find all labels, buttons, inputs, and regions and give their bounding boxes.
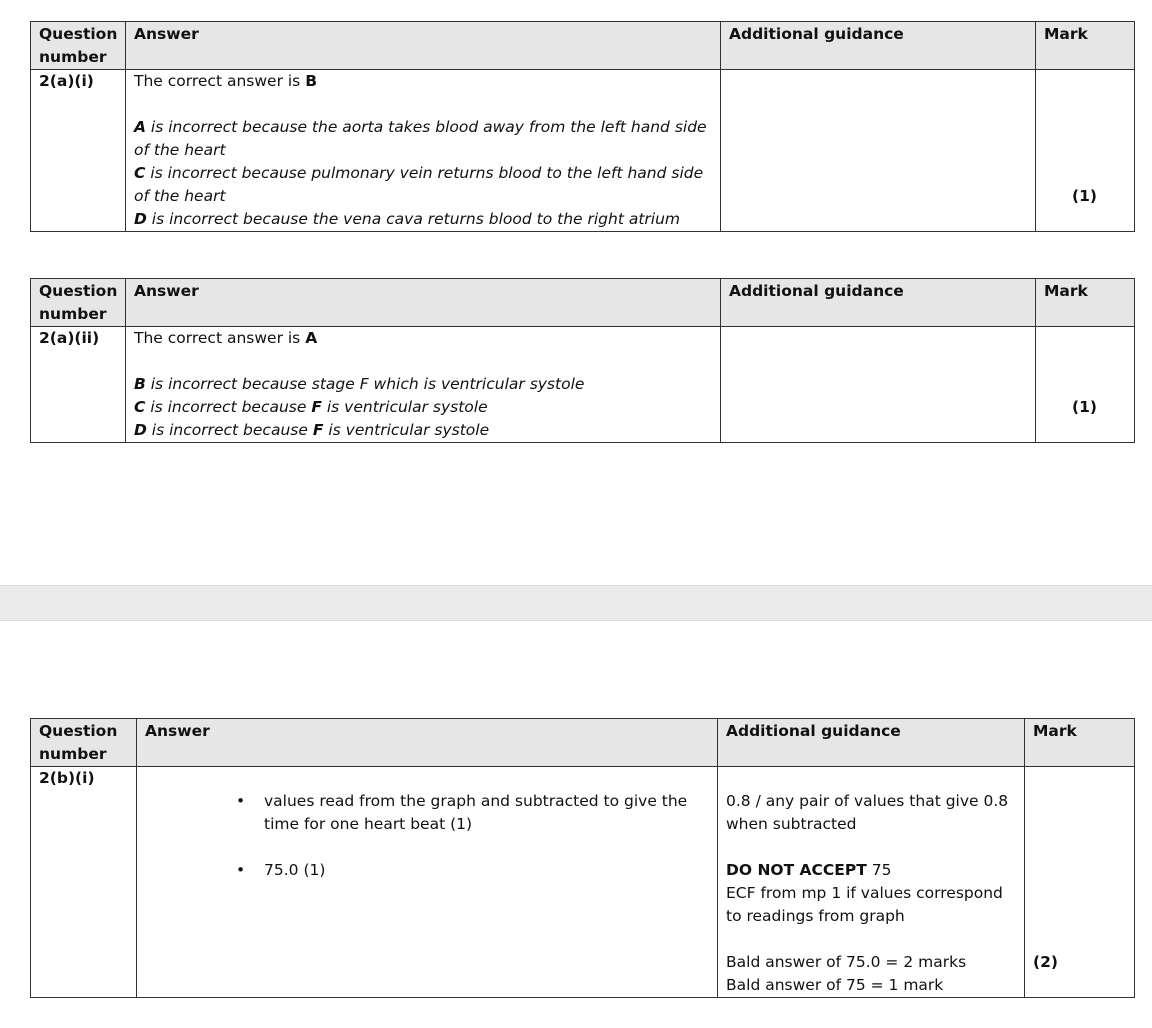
header-mark: Mark [1036, 279, 1135, 327]
marking-points-list [145, 790, 709, 882]
distractor-line: D is incorrect because F is ventricular systole [134, 421, 490, 439]
mark-scheme-table-2b-i [30, 718, 1135, 998]
answer-cell [126, 327, 721, 443]
mark-scheme-table-2a-i [30, 21, 1135, 232]
correct-answer-line: The correct answer is B [134, 72, 318, 90]
header-additional-guidance: Additional guidance [718, 719, 1025, 767]
do-not-accept-line: DO NOT ACCEPT 75 [726, 861, 892, 879]
header-additional-guidance: Additional guidance [721, 279, 1036, 327]
marking-point: • 75.0 (1) [145, 859, 709, 882]
mark-cell [1025, 767, 1135, 998]
bald-answer-line: Bald answer of 75 = 1 mark [726, 976, 944, 994]
distractor-line: C is incorrect because pulmonary vein returns blood to the left hand side of the heart [134, 164, 704, 205]
question-number: 2(a)(i) [31, 70, 126, 232]
question-number: 2(b)(i) [31, 767, 137, 998]
header-question-number: Question number [31, 719, 137, 767]
correct-answer-line: The correct answer is A [134, 329, 318, 347]
guidance-cell [721, 70, 1036, 232]
distractor-line: C is incorrect because F is ventricular systole [134, 398, 488, 416]
guidance-cell [718, 767, 1025, 998]
mark-cell [1036, 70, 1135, 232]
mark-value: (1) [1072, 187, 1097, 205]
header-question-number: Question number [31, 22, 126, 70]
ecf-line: ECF from mp 1 if values correspond to readings from graph [726, 884, 1003, 925]
answer-cell [126, 70, 721, 232]
header-answer: Answer [126, 279, 721, 327]
mark-cell [1036, 327, 1135, 443]
guidance-cell [721, 327, 1036, 443]
bald-answer-line: Bald answer of 75.0 = 2 marks [726, 953, 967, 971]
header-mark: Mark [1025, 719, 1135, 767]
mark-value: (2) [1033, 953, 1058, 971]
header-additional-guidance: Additional guidance [721, 22, 1036, 70]
distractor-line: A is incorrect because the aorta takes blood away from the left hand side of the heart [134, 118, 707, 159]
correct-letter: B [305, 72, 318, 90]
header-question-number: Question number [31, 279, 126, 327]
answer-cell [137, 767, 718, 998]
header-answer: Answer [137, 719, 718, 767]
marking-point: • values read from the graph and subtracted to give the time for one heart beat (1) [145, 790, 709, 836]
mark-value: (1) [1072, 398, 1097, 416]
guidance-line: 0.8 / any pair of values that give 0.8 when subtracted [726, 792, 1009, 833]
distractor-line: B is incorrect because stage F which is ventricular systole [134, 375, 585, 393]
mark-scheme-table-2a-ii [30, 278, 1135, 443]
header-answer: Answer [126, 22, 721, 70]
header-mark: Mark [1036, 22, 1135, 70]
page-separator [0, 585, 1152, 621]
question-number: 2(a)(ii) [31, 327, 126, 443]
correct-letter: A [305, 329, 318, 347]
distractor-line: D is incorrect because the vena cava returns blood to the right atrium [134, 210, 681, 228]
